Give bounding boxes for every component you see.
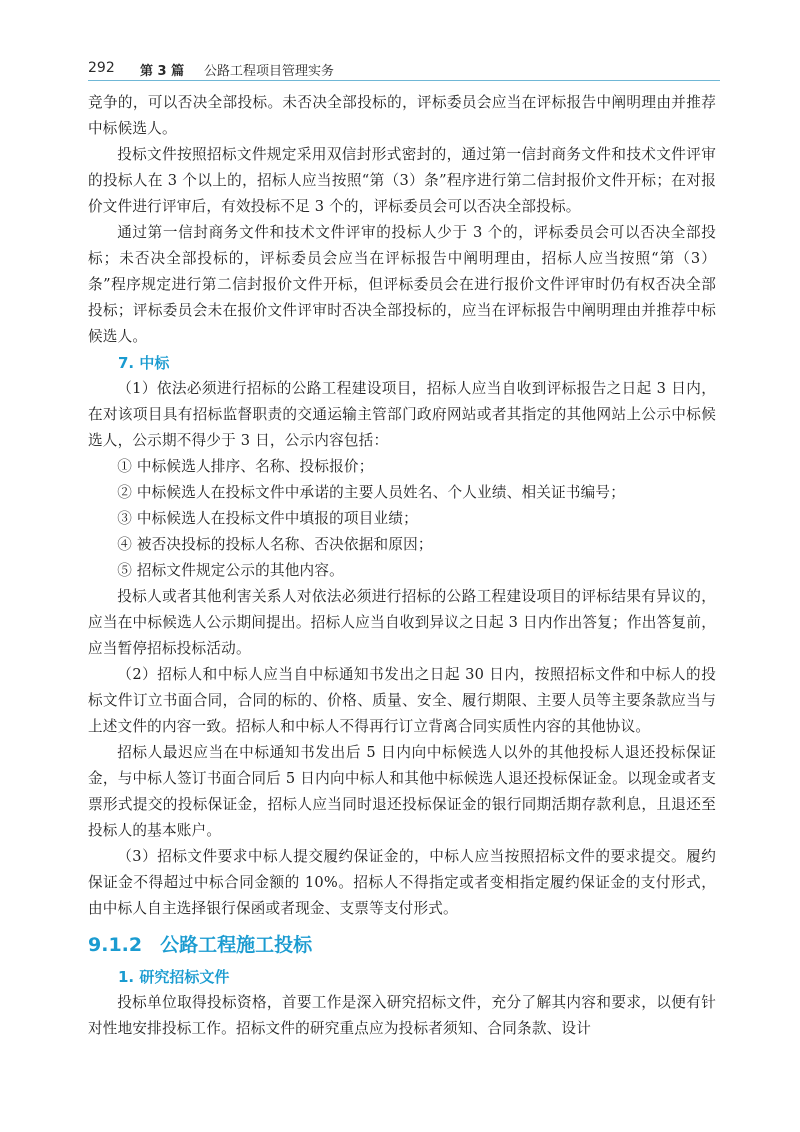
list-item: ① 中标候选人排序、名称、投标报价； (117, 458, 374, 475)
list-item: ③ 中标候选人在投标文件中填报的项目业绩； (117, 510, 418, 527)
list-item: ⑤ 招标文件规定公示的其他内容。 (117, 562, 344, 579)
paragraph: 竞争的，可以否决全部投标。未否决全部投标的，评标委员会应当在评标报告中阐明理由并推荐中标候选人。 (88, 94, 716, 137)
paragraph: 通过第一信封商务文件和技术文件评审的投标人少于 3 个的，评标委员会可以否决全部投标；未否决全部投标的，评标委员会应当在评标报告中阐明理由，招标人应当按照“第（3）条”程序规定进行第二信封报价文件开标，但评标委员会在进行报价文件评审时仍有权否决全部投标；评标委员会未在报价文件评审时否决全部投标的，应当在评标报告中阐明理由并推荐中标候选人。 (88, 224, 716, 345)
page-header (88, 56, 720, 84)
list-item: ④ 被否决投标的投标人名称、否决依据和原因； (117, 536, 433, 553)
subheading-study: 1. 研究招标文件 (118, 968, 230, 986)
section-number: 9.1.2 (88, 934, 143, 956)
page-number: 292 (88, 60, 115, 76)
header-rule (88, 80, 720, 81)
section-heading (88, 928, 716, 962)
book-title: 公路工程项目管理实务 (204, 64, 335, 79)
paragraph: 招标人最迟应当在中标通知书发出后 5 日内向中标候选人以外的其他投标人退还投标保证金，与中标人签订书面合同后 5 日内向中标人和其他中标候选人退还投标保证金。以现金或者支票形式提交的投标保证金，招标人应当同时退还投标保证金的银行同期活期存款利息，且退还至投标人的基本账户。 (88, 744, 716, 839)
section-title: 公路工程施工投标 (160, 934, 313, 956)
paragraph: 投标单位取得投标资格，首要工作是深入研究招标文件，充分了解其内容和要求，以便有针对性地安排投标工作。招标文件的研究重点应为投标者须知、合同条款、设计 (88, 994, 716, 1037)
paragraph: （2）招标人和中标人应当自中标通知书发出之日起 30 日内，按照招标文件和中标人的投标文件订立书面合同，合同的标的、价格、质量、安全、履行期限、主要人员等主要条款应当与上述文件的内容一致。招标人和中标人不得再行订立背离合同实质性内容的其他协议。 (88, 666, 716, 735)
paragraph: 投标人或者其他利害关系人对依法必须进行招标的公路工程建设项目的评标结果有异议的，应当在中标候选人公示期间提出。招标人应当自收到异议之日起 3 日内作出答复；作出答复前，应当暂停招标投标活动。 (88, 588, 716, 657)
paragraph: （3）招标文件要求中标人提交履约保证金的，中标人应当按照招标文件的要求提交。履约保证金不得超过中标合同金额的 10%。招标人不得指定或者变相指定履约保证金的支付形式，由中标人自主选择银行保函或者现金、支票等支付形式。 (88, 848, 716, 917)
paragraph: 投标文件按照招标文件规定采用双信封形式密封的，通过第一信封商务文件和技术文件评审的投标人在 3 个以上的，招标人应当按照“第（3）条”程序进行第二信封报价文件开标；在对报价文件进行评审后，有效投标不足 3 个的，评标委员会可以否决全部投标。 (88, 146, 716, 215)
paragraph: （1）依法必须进行招标的公路工程建设项目，招标人应当自收到评标报告之日起 3 日内，在对该项目具有招标监督职责的交通运输主管部门政府网站或者其指定的其他网站上公示中标候选人，公示期不得少于 3 日，公示内容包括： (88, 380, 716, 449)
list-item: ② 中标候选人在投标文件中承诺的主要人员姓名、个人业绩、相关证书编号； (117, 484, 626, 501)
page-body (88, 90, 716, 1042)
part-label: 第 3 篇 (140, 64, 185, 79)
subheading-award: 7. 中标 (118, 354, 170, 372)
